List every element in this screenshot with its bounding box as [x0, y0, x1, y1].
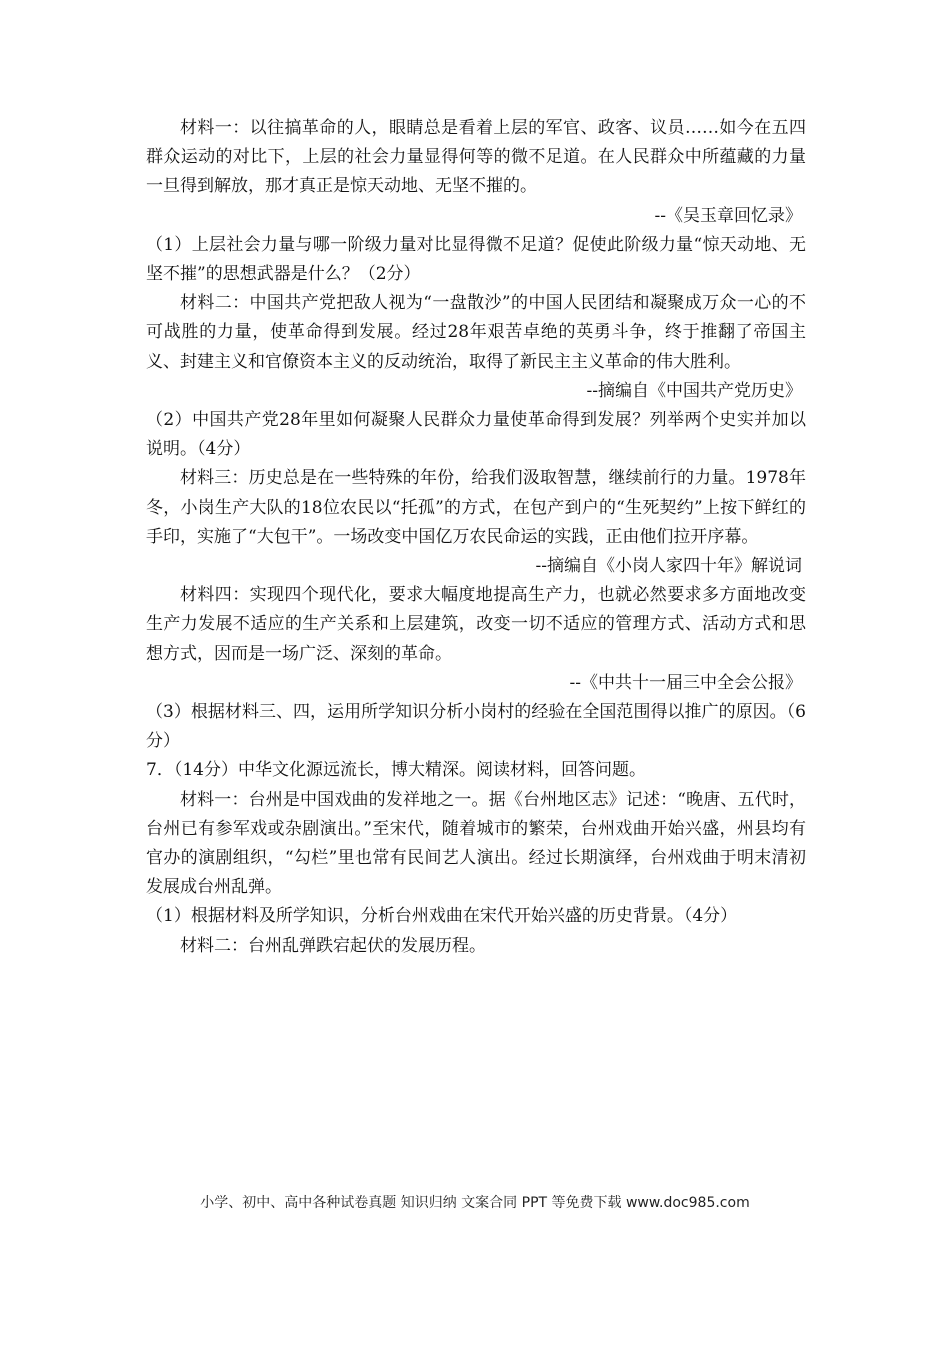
material-2-source: --摘编自《中国共产党历史》 [586, 380, 802, 401]
question-1: （1）上层社会力量与哪一阶级力量对比显得微不足道？促使此阶级力量“惊天动地、无坚不摧”的思想武器是什么？（2分） [146, 234, 806, 285]
material-1-paragraph: 材料一：以往搞革命的人，眼睛总是看着上层的军官、政客、议员……如今在五四群众运动的对比下，上层的社会力量显得何等的微不足道。在人民群众中所蕴藏的力量一旦得到解放，那才真正是惊天动地、无坚不摧的。 [146, 118, 806, 197]
question-7-heading: 7．（14分）中华文化源远流长，博大精深。阅读材料，回答问题。 [146, 760, 646, 781]
document-body [146, 114, 806, 961]
question-2: （2）中国共产党28年里如何凝聚人民群众力量使革命得到发展？列举两个史实并加以说明。（4分） [146, 410, 806, 460]
q7-question-1: （1）根据材料及所学知识，分析台州戏曲在宋代开始兴盛的历史背景。（4分） [146, 906, 738, 927]
q7-material-1-paragraph: 材料一：台州是中国戏曲的发祥地之一。据《台州地区志》记述：“晚唐、五代时，台州已有参军戏或杂剧演出。”至宋代，随着城市的繁荣，台州戏曲开始兴盛，州县均有官办的演剧组织，“勾栏”里也常有民间艺人演出。经过长期演绎，台州戏曲于明末清初发展成台州乱弹。 [146, 789, 806, 898]
material-2-paragraph: 材料二：中国共产党把敌人视为“一盘散沙”的中国人民团结和凝聚成万众一心的不可战胜的力量，使革命得到发展。经过28年艰苦卓绝的英勇斗争，终于推翻了帝国主义、封建主义和官僚资本主义的反动统治，取得了新民主主义革命的伟大胜利。 [146, 293, 806, 372]
material-1-source: --《吴玉章回忆录》 [654, 205, 802, 226]
page-footer: 小学、初中、高中各种试卷真题 知识归纳 文案合同 PPT 等免费下载 www.doc985.com [200, 1195, 750, 1211]
material-4-source: --《中共十一届三中全会公报》 [569, 672, 802, 693]
q7-material-2-paragraph: 材料二：台州乱弹跌宕起伏的发展历程。 [180, 935, 486, 956]
question-3: （3）根据材料三、四，运用所学知识分析小岗村的经验在全国范围得以推广的原因。（6分） [146, 702, 806, 752]
material-4-paragraph: 材料四：实现四个现代化，要求大幅度地提高生产力，也就必然要求多方面地改变生产力发展不适应的生产关系和上层建筑，改变一切不适应的管理方式、活动方式和思想方式，因而是一场广泛、深刻的革命。 [146, 585, 806, 664]
material-3-paragraph: 材料三：历史总是在一些特殊的年份，给我们汲取智慧，继续前行的力量。1978年冬，小岗生产大队的18位农民以“托孤”的方式，在包产到户的“生死契约”上按下鲜红的手印，实施了“大包干”。一场改变中国亿万农民命运的实践，正由他们拉开序幕。 [146, 468, 806, 547]
material-3-source: --摘编自《小岗人家四十年》解说词 [535, 556, 802, 577]
